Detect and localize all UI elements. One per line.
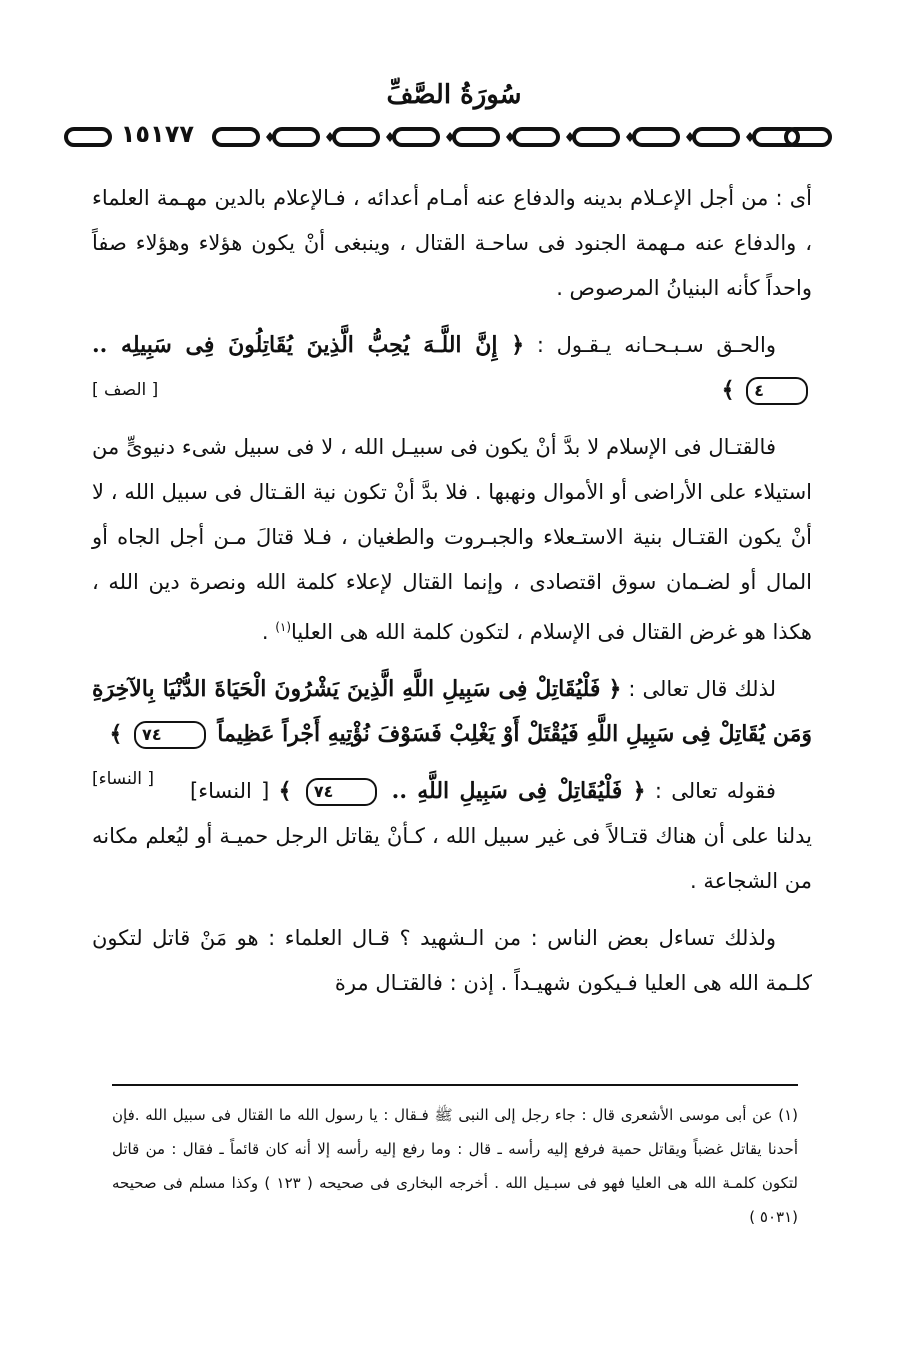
paragraph-text: فالقتـال فى الإسلام لا بدَّ أنْ يكون فى سبيـل الله ، لا فى سبيل شىء دنيوىٍّ من استيلاء على الأراضى أو الأموال ونهبها . فلا بدَّ أنْ تكون نية القـتال فى سبيل الله ، لا أنْ يكون القتـال بنية الاستـعلاء والجبـروت والطغيان ، فـلا قتالَ مـن أجل الجاه أو المال أو لضـمان سوق اقتصادى ، وإنما القتال لإعلاء كلمة الله ونصرة دين الله ، هكذا هو غرض القتال فى الإسلام ، لتكون كلمة الله هى العليا bbox=[92, 435, 812, 644]
paragraph-text: أى : من أجل الإعـلام بدينه والدفاع عنه أمـام أعدائه ، فـالإعلام بالدين مهـمة العلماء ، والدفاع عنه مـهمة الجنود فى ساحـة القتال ، وينبغى أنْ يكون هؤلاء وهؤلاء صفاً واحداً كأنه البنيانُ المرصوص . bbox=[92, 186, 812, 300]
paragraph-text: [ النساء] يدلنا على أن هناك قتـالاً فى غير سبيل الله ، كـأنْ يقاتل الرجل حميـة أو ليُعلم مكانه من الشجاعة . bbox=[92, 779, 812, 893]
footnote-text: (١) عن أبى موسى الأشعرى قال : جاء رجل إلى النبى ﷺ فـقال : يا رسول الله ما القتال فى سبيل الله .فإن أحدنا يقاتل غضباً ويقاتل حمية فرفع إليه رأسه ـ قال : وما رفع إليه رأسه إلا أنه كان قائماً ـ فقال : من قاتل لتكون كلمـة الله هى العليا فهو فى سبـيل الله . أخرجه البخارى فى صحيحه ( ١٢٣ ) وكذا مسلم فى صحيحه (٥٠٣١ ) bbox=[112, 1106, 798, 1226]
quran-verse: ﴿ فَلْيُقَاتِلْ فِى سَبِيلِ اللَّهِ الَّذِينَ يَشْرُونَ الْحَيَاةَ الدُّنْيَا بِالآخِرَةِ وَمَن يُقَاتِلْ فِى سَبِيلِ اللَّهِ فَيُقْتَلْ أَوْ يَغْلِبْ فَسَوْفَ نُؤْتِيهِ أَجْراً عَظِيماً bbox=[92, 676, 812, 747]
footnote-marker: (١) bbox=[275, 620, 292, 634]
footnote-divider bbox=[112, 1084, 798, 1086]
verse-close-bracket: ﴾ bbox=[278, 778, 302, 804]
verse-close-bracket: ﴾ bbox=[109, 721, 131, 747]
surah-title: سُورَةُ الصَّفِّ bbox=[386, 80, 522, 110]
paragraph-3 bbox=[92, 425, 812, 655]
ayah-number-badge: ٤ bbox=[746, 377, 808, 405]
paragraph-1 bbox=[92, 176, 812, 311]
quran-verse: ﴿ إِنَّ اللَّـهَ يُحِبُّ الَّذِينَ يُقَاتِلُونَ فِى سَبِيلِه .. bbox=[92, 332, 525, 358]
paragraph-6 bbox=[92, 916, 812, 1006]
page-number: ١٥١٧٧ bbox=[117, 120, 198, 148]
verse-close-bracket: ﴾ bbox=[721, 377, 743, 403]
surah-reference: [ النساء] bbox=[92, 769, 155, 789]
surah-reference: [ الصف ] bbox=[92, 380, 159, 400]
main-text bbox=[92, 176, 812, 1018]
verse-intro: لذلك قال تعالى : bbox=[628, 677, 776, 701]
verse-intro: والحـق سـبـحـانه يـقـول : bbox=[536, 333, 776, 357]
verse-intro: فقوله تعالى : bbox=[654, 779, 776, 803]
paragraph-verse-nisa bbox=[92, 667, 812, 789]
paragraph-verse-saff bbox=[92, 323, 812, 413]
ayah-number-badge: ٧٤ bbox=[306, 778, 378, 806]
paragraph-tail: . bbox=[261, 620, 276, 644]
paragraph-5 bbox=[92, 769, 812, 904]
quran-verse: ﴿ فَلْيُقَاتِلْ فِى سَبِيلِ اللَّهِ .. bbox=[381, 778, 646, 804]
footnote bbox=[112, 1098, 798, 1234]
ayah-number-badge: ٧٤ bbox=[134, 721, 206, 749]
paragraph-text: ولذلك تساءل بعض الناس : من الـشهيد ؟ قـال العلماء : هو مَنْ قاتل لتكون كلـمة الله هى العليا فـيكون شهيـداً . إذن : فالقتـال مرة bbox=[92, 926, 812, 995]
